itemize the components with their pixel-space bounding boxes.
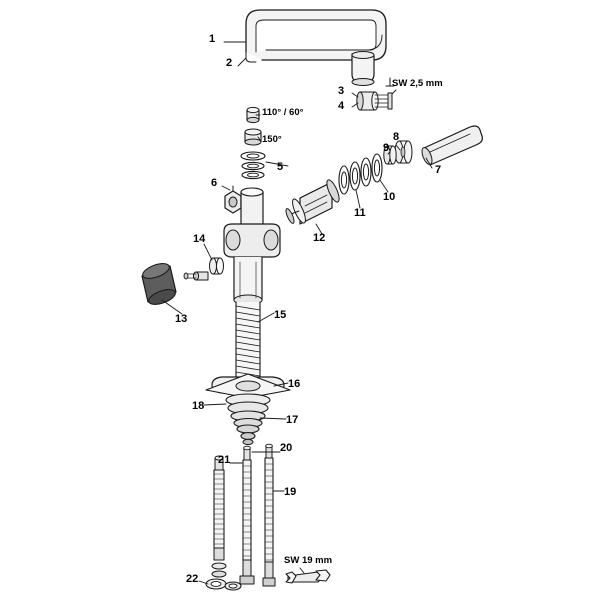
callout-15: 15 (274, 309, 287, 321)
callout-11: 11 (354, 207, 366, 219)
callout-1: 1 (209, 33, 216, 45)
part-13-handle-cap (141, 261, 177, 308)
callout-8: 8 (393, 131, 400, 143)
part-22-washer (206, 579, 241, 590)
callout-13: 13 (175, 313, 188, 325)
callout-22: 22 (186, 573, 199, 585)
part-cartridge (284, 178, 341, 224)
callout-4: 4 (338, 100, 345, 112)
annotation-angle-150: 150° (262, 134, 282, 145)
tool-wrench-sw19 (286, 570, 330, 583)
part-handle-lever (420, 126, 482, 166)
leader-lines (162, 42, 432, 584)
callout-12: 12 (313, 232, 326, 244)
part-15-threaded-shank (236, 302, 260, 378)
part-14-pin (184, 258, 224, 280)
callout-5: 5 (277, 161, 284, 173)
callout-21: 21 (218, 454, 231, 466)
annotation-angle-110-60: 110° / 60° (262, 107, 304, 118)
annotation-sw-2-5-mm: SW 2,5 mm (392, 78, 443, 89)
callout-7: 7 (435, 164, 442, 176)
callout-6: 6 (211, 177, 218, 189)
callout-2: 2 (226, 57, 233, 69)
callout-3: 3 (338, 85, 345, 97)
callout-18: 18 (192, 400, 205, 412)
callout-17: 17 (286, 414, 299, 426)
callout-20: 20 (280, 442, 293, 454)
callout-10: 10 (383, 191, 396, 203)
callout-14: 14 (193, 233, 206, 245)
callout-19: 19 (284, 486, 297, 498)
callout-16: 16 (288, 378, 301, 390)
part-17-18-base-stack (226, 394, 270, 445)
part-10-11-rings (339, 154, 382, 194)
annotation-sw-19-mm: SW 19 mm (284, 555, 333, 566)
callout-9: 9 (383, 142, 390, 154)
part-spout (246, 10, 386, 86)
part-6-nut (225, 186, 241, 213)
